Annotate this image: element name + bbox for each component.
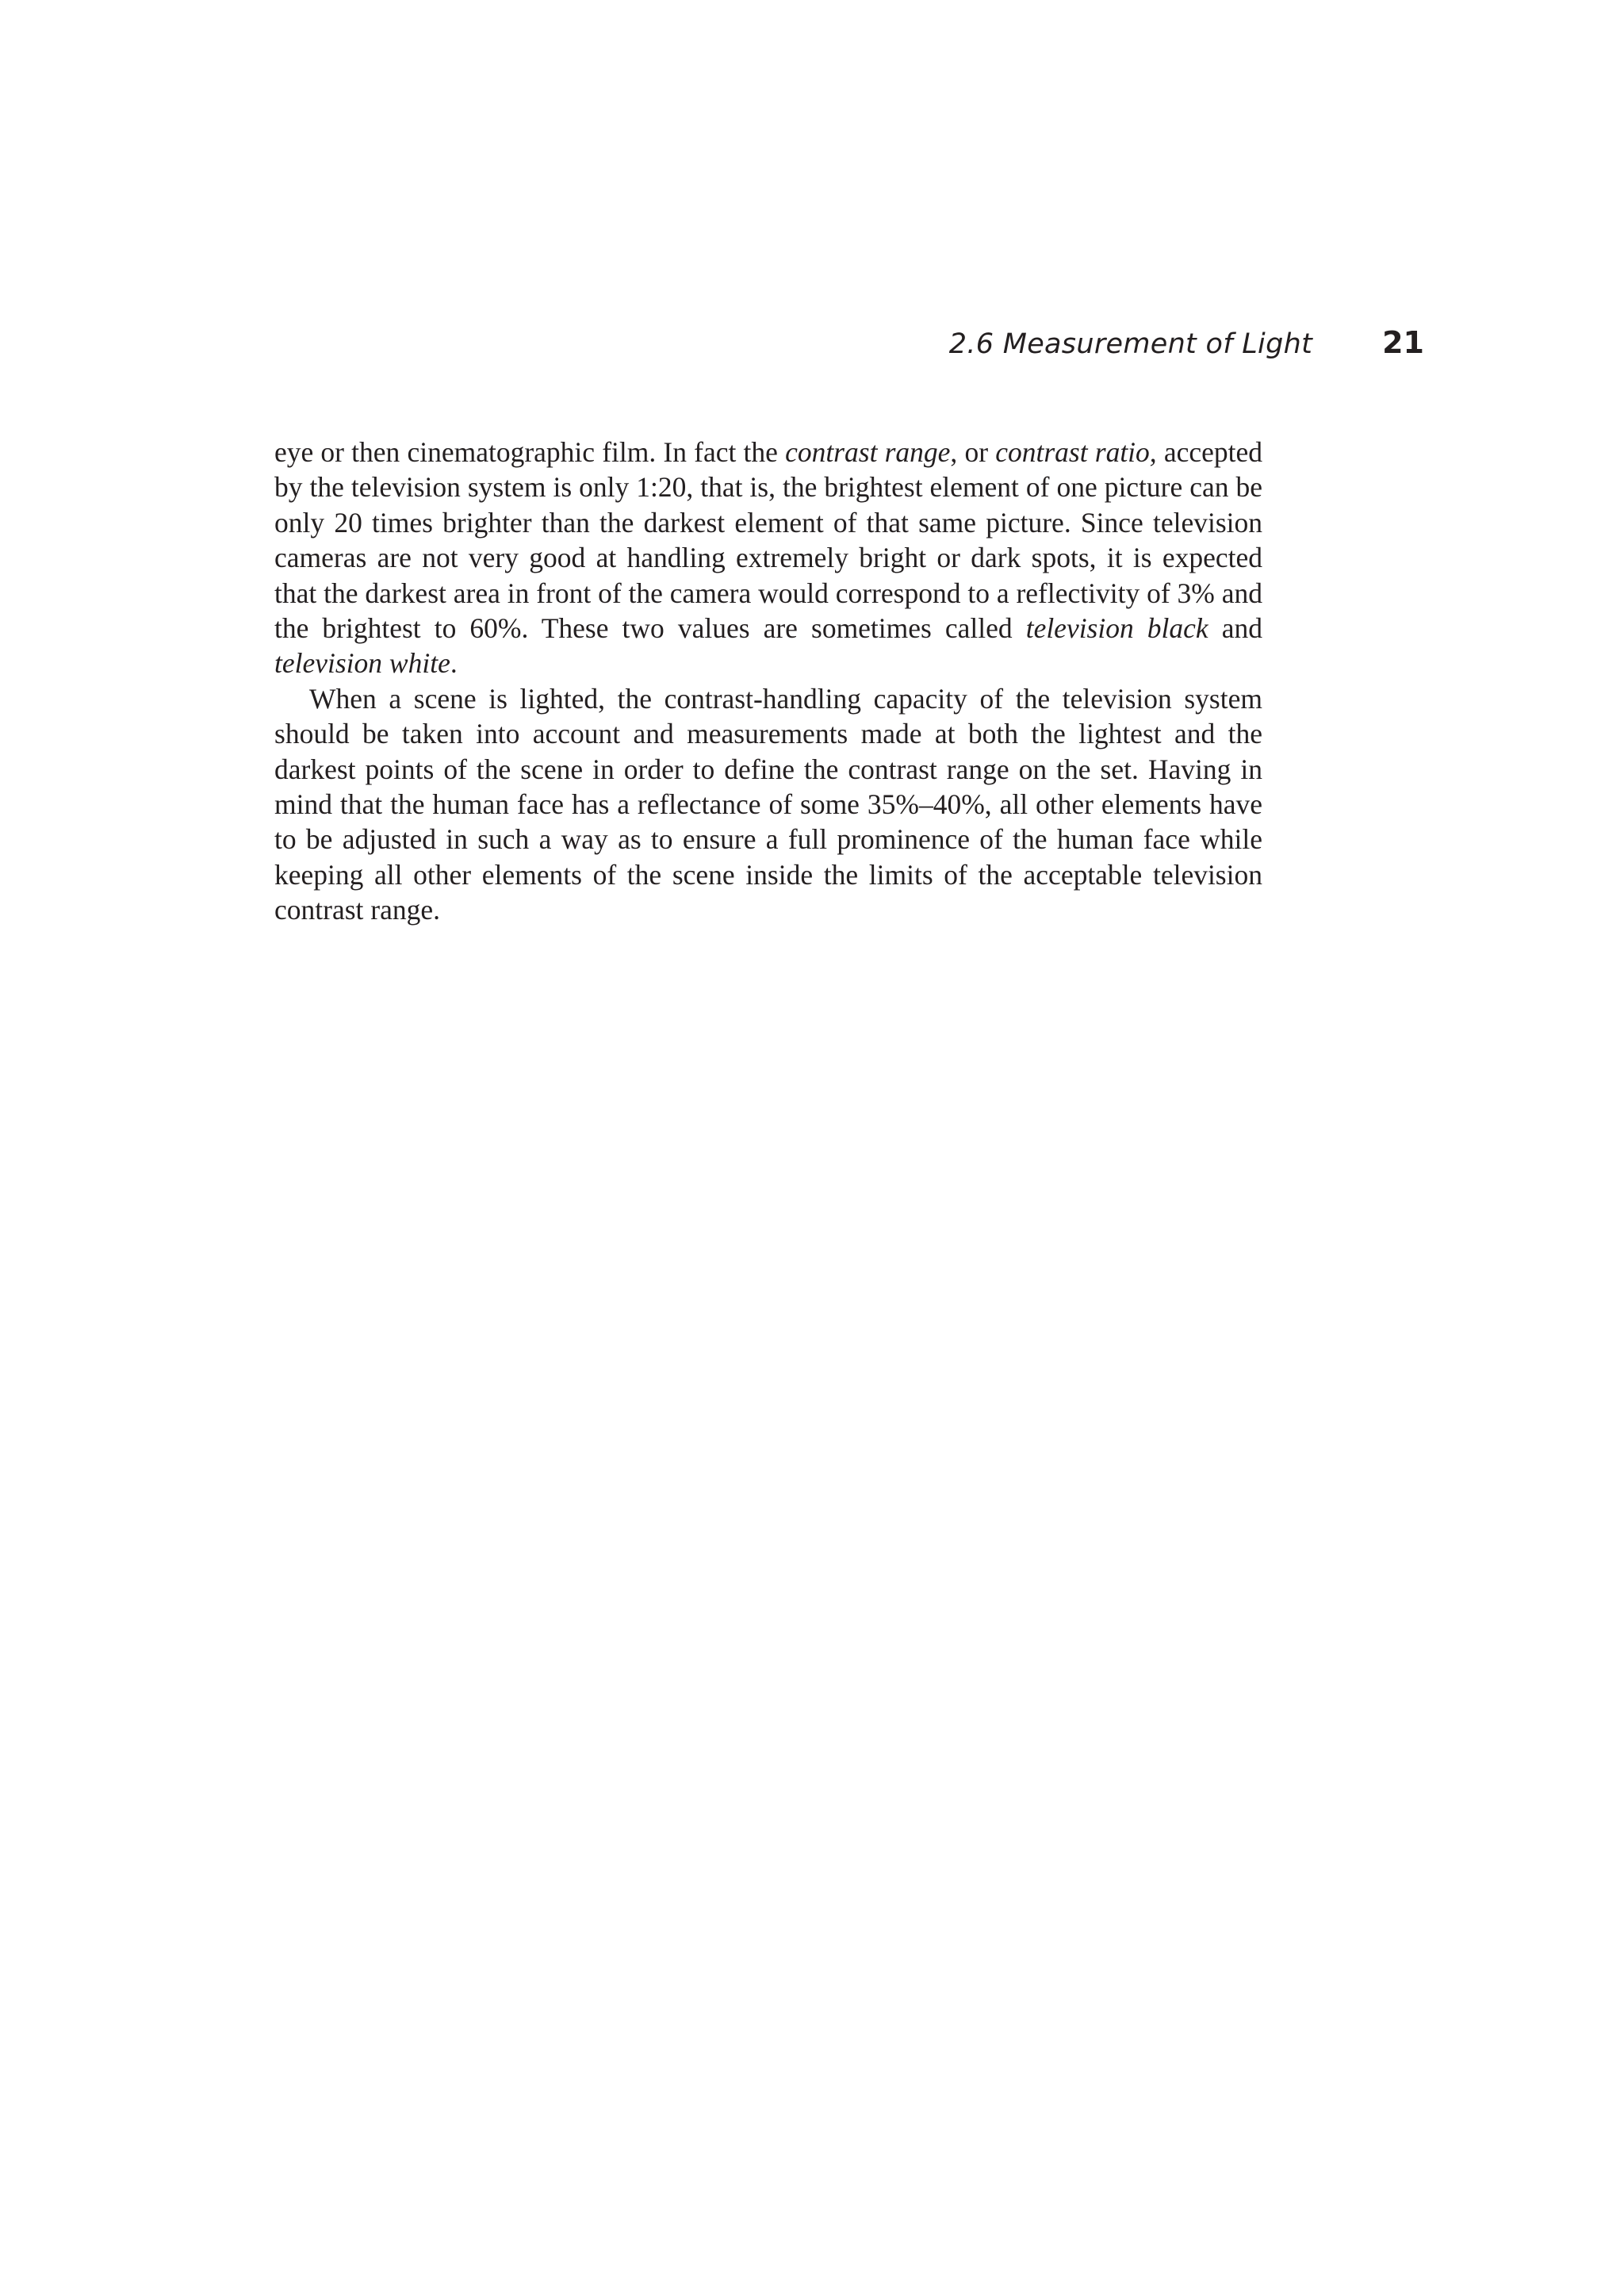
italic-term-contrast-range: contrast range xyxy=(785,436,951,468)
running-head xyxy=(0,325,1424,365)
italic-term-television-white: television white xyxy=(274,647,450,680)
text-run: , or xyxy=(950,436,996,468)
page-number: 21 xyxy=(1382,325,1424,360)
italic-term-television-black: television black xyxy=(1025,612,1208,645)
body-text xyxy=(274,435,1262,928)
section-title: 2.6 Measurement of Light xyxy=(948,328,1313,360)
text-run: . xyxy=(450,647,458,680)
italic-term-contrast-ratio: contrast ratio, xyxy=(995,436,1157,468)
text-run: When a scene is lighted, the contrast-handling capacity of the television system should be taken into account and measurements made at both the lightest and the darkest points of the scene in order to define the contrast range on the set. Having in mind that the human face has a reflectance of some 35%–40%, all other elements have to be adjusted in such a way as to ensure a full prominence of the human face while keeping all other elements of the scene inside the limits of the acceptable television contrast range. xyxy=(274,682,1262,926)
text-run: and xyxy=(1208,612,1262,645)
paragraph-2 xyxy=(274,681,1262,928)
text-run: accepted by the television system is only 1:20, that is, the brightest element of one picture can be only 20 times brighter than the darkest element of that same picture. Since television cameras are not very good at handling extremely bright or dark spots, it is expected that the darkest area in front of the camera would correspond to a reflectivity of 3% and the brightest to 60%. These two values are sometimes called xyxy=(274,436,1262,645)
text-run: eye or then cinematographic film. In fact the xyxy=(274,436,786,468)
paragraph-1 xyxy=(274,435,1262,681)
